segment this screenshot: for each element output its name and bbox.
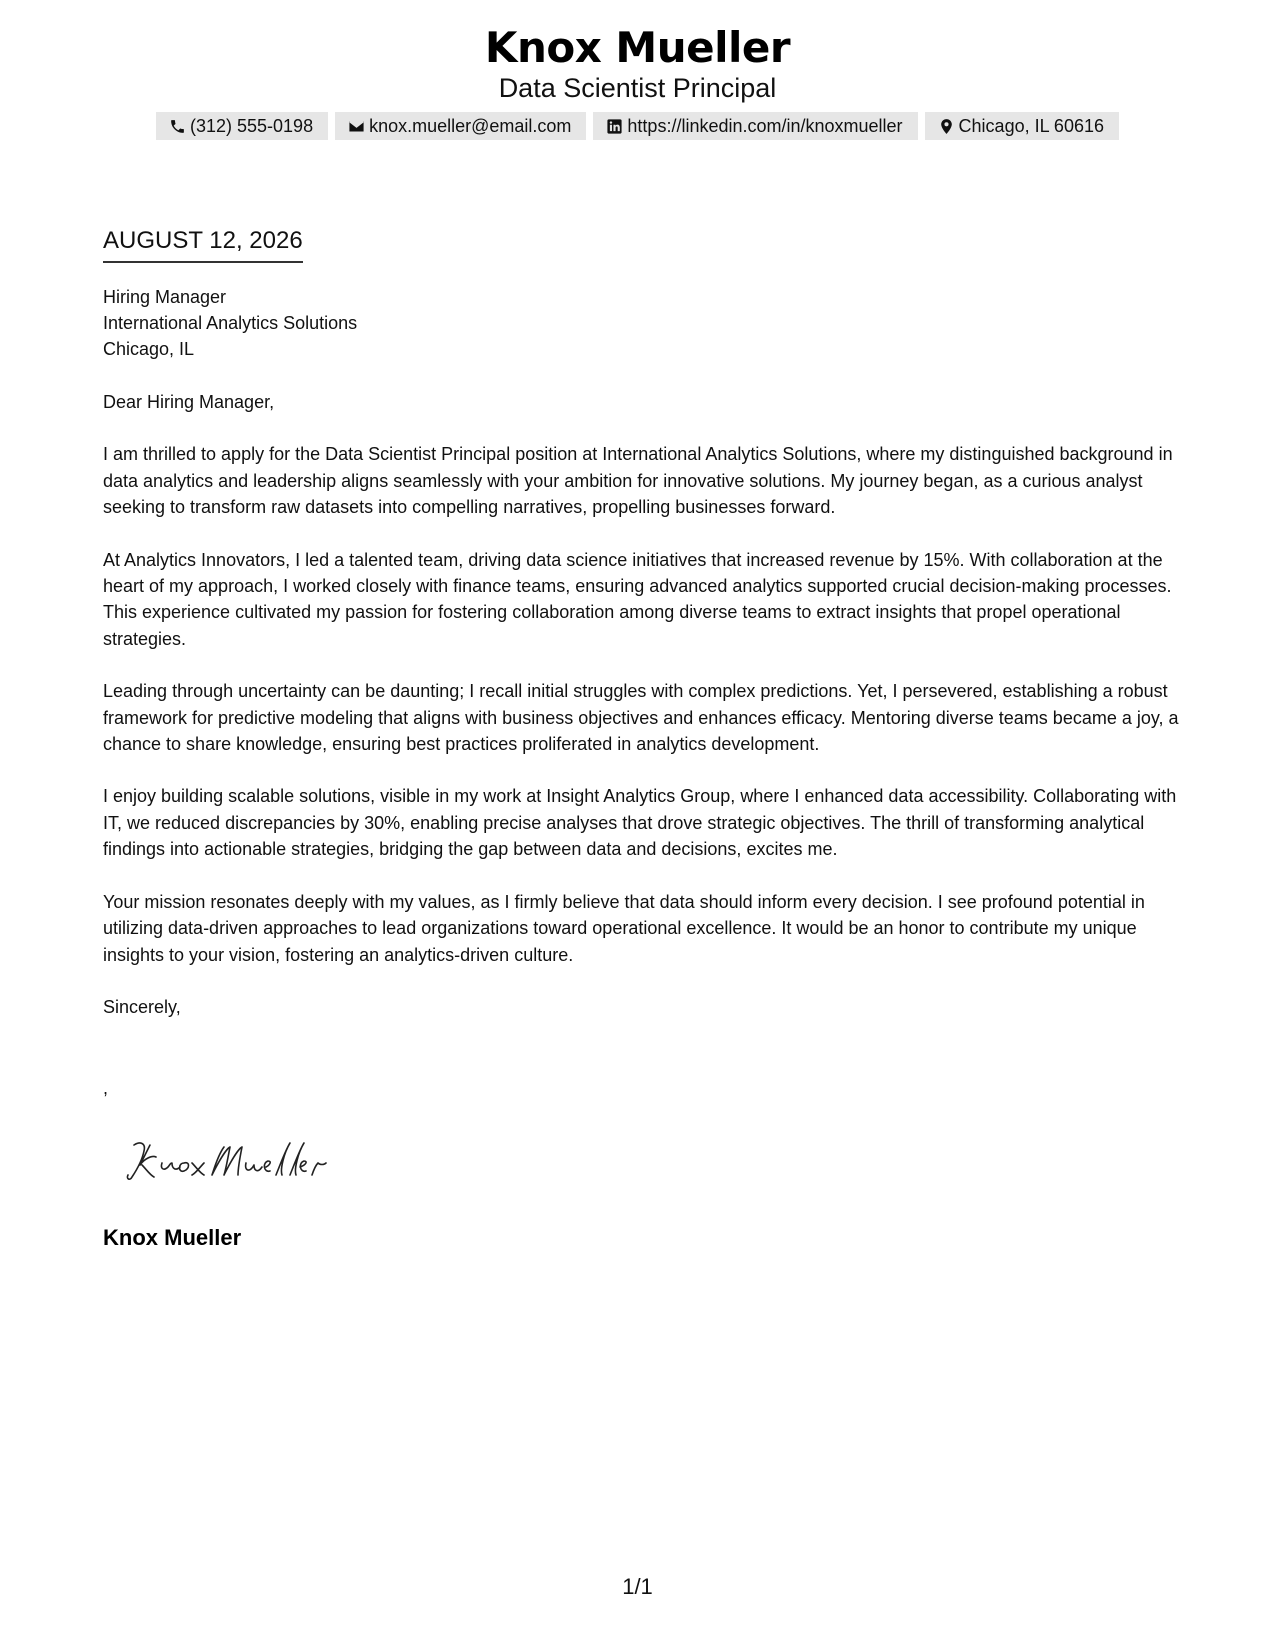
phone-icon xyxy=(169,118,186,135)
signer-name: Knox Mueller xyxy=(103,1225,242,1250)
comma-line: , xyxy=(103,1078,109,1099)
location-text: Chicago, IL 60616 xyxy=(958,115,1104,136)
body-paragraph: Your mission resonates deeply with my values, as I firmly believe that data should inform every decision. I see profound potential in utilizing data-driven approaches to lead organizations toward operational excellence. It would be an honor to contribute my unique insights to your vision, fostering an analytics-driven culture. xyxy=(103,891,1145,965)
salutation: Dear Hiring Manager, xyxy=(103,392,275,412)
body-paragraph: At Analytics Innovators, I led a talented team, driving data science initiatives that increased revenue by 15%. With collaboration at the heart of my approach, I worked closely with finance teams, ensuring advanced analytics supported crucial decision-making processes. This experience cultivated my passion for fostering collaboration among diverse teams to extract insights that propel operational strategies. xyxy=(103,549,1172,649)
letter-header xyxy=(0,22,1275,140)
body-paragraph: I am thrilled to apply for the Data Scientist Principal position at International Analytics Solutions, where my distinguished background in data analytics and leadership aligns seamlessly with your ambition for innovative solutions. My journey began, as a curious analyst seeking to transform raw datasets into compelling narratives, propelling businesses forward. xyxy=(103,444,1173,518)
handwritten-signature xyxy=(120,1135,360,1185)
page-number: 1/1 xyxy=(622,1574,653,1599)
applicant-title: Data Scientist Principal xyxy=(498,73,777,103)
recipient-line: Chicago, IL xyxy=(103,339,195,359)
map-pin-icon xyxy=(938,118,955,135)
email-address[interactable]: knox.mueller@email.com xyxy=(369,115,572,136)
phone-number: (312) 555-0198 xyxy=(189,115,314,136)
body-paragraph: I enjoy building scalable solutions, visible in my work at Insight Analytics Group, where I enhanced data accessibility. Collaborating with IT, we reduced discrepancies by 30%, enabling precise analyses that drove strategic objectives. The thrill of transforming analytical findings into actionable strategies, bridging the gap between data and decisions, excites me. xyxy=(103,786,1177,860)
body-paragraph: Leading through uncertainty can be daunting; I recall initial struggles with complex predictions. Yet, I persevered, establishing a robust framework for predictive modeling that aligns with business objectives and enhances efficacy. Mentoring diverse teams became a joy, a chance to share knowledge, ensuring best practices proliferated in analytics development. xyxy=(103,681,1179,755)
contact-email[interactable] xyxy=(335,112,586,140)
linkedin-url[interactable]: https://linkedin.com/in/knoxmueller xyxy=(627,115,903,136)
applicant-name: Knox Mueller xyxy=(484,23,791,72)
letter-body xyxy=(103,226,1183,1102)
contact-bar xyxy=(0,112,1275,140)
recipient-line: Hiring Manager xyxy=(103,287,227,307)
contact-location xyxy=(925,112,1119,140)
recipient-block xyxy=(103,284,1183,362)
closing: Sincerely, xyxy=(103,996,181,1017)
recipient-line: International Analytics Solutions xyxy=(103,313,358,333)
linkedin-icon xyxy=(606,118,623,135)
envelope-icon xyxy=(348,118,365,135)
contact-linkedin[interactable] xyxy=(593,112,917,140)
letter-date: AUGUST 12, 2026 xyxy=(103,226,303,263)
contact-phone xyxy=(156,112,328,140)
